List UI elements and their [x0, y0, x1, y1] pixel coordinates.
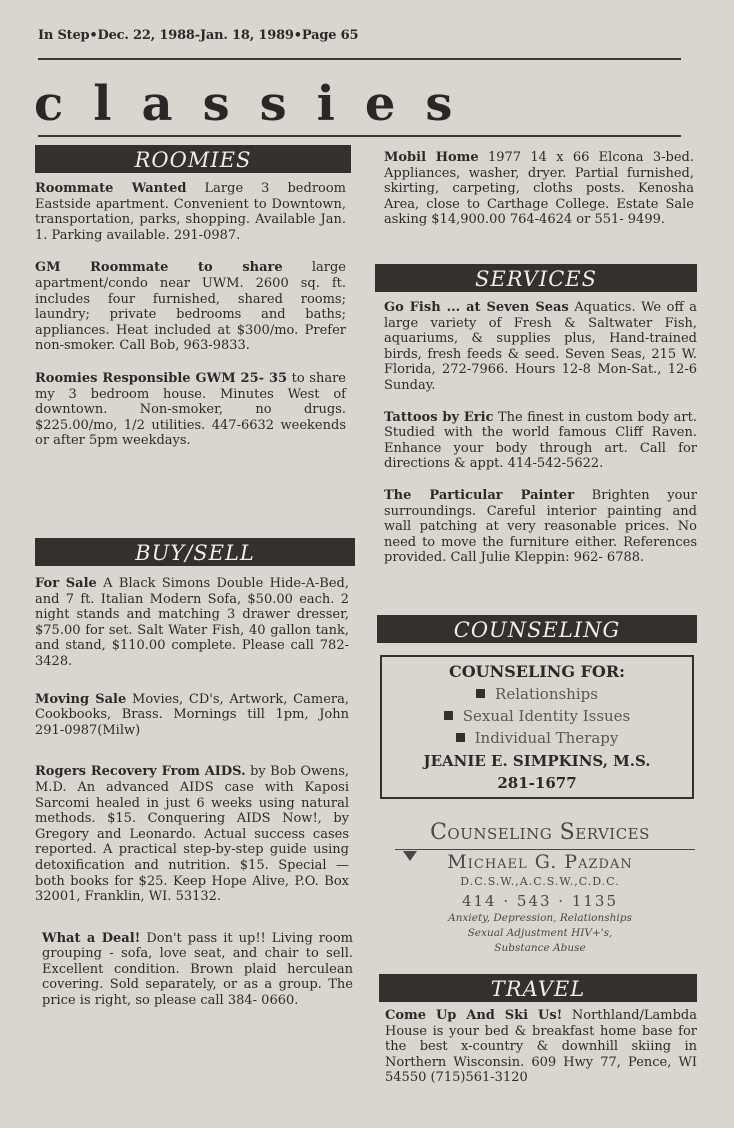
list-item: Relationships: [382, 685, 692, 703]
masthead: classies: [34, 76, 483, 132]
ad-roomies-responsible: Roomies Responsible GWM 25- 35 to share my 3 bedroom house. Minutes West of downtown. Non-smoker, no drugs. $225.00/mo, 1/2 utilities. 447-6632 weekends or after 5pm weekdays.: [35, 370, 346, 449]
pazdan-services-2: Sexual Adjustment HIV+'s,: [467, 927, 613, 939]
bullet-square-icon: [476, 689, 485, 698]
simpkins-ad-box: [380, 655, 694, 799]
ad-go-fish: Go Fish ... at Seven Seas Aquatics. We off a large variety of Fresh & Saltwater Fish, aquariums, & supplies plus, Hand-trained birds, fresh feeds & seed. Seven Seas, 215 W. Florida, 272-7966. Hours 12-8 Mon-Sat., 12-6 Sunday.: [384, 300, 698, 393]
running-head: In Step•Dec. 22, 1988-Jan. 18, 1989•Page 65: [38, 28, 359, 43]
counselor-name: JEANIE E. SIMPKINS, M.S.: [423, 752, 651, 770]
services-block: [375, 264, 697, 566]
counselor-phone: 281-1677: [497, 774, 577, 792]
ad-ski-us: Come Up And Ski Us! Northland/Lambda House is your bed & breakfast home base for the best x-country & downhill skiing in Northern Wisconsin. 609 Hwy 77, Pence, WI 54550 (715)561-3120: [385, 1008, 697, 1086]
pazdan-name: Michael G. Pazdan: [447, 851, 633, 873]
ad-what-a-deal: What a Deal! Don't pass it up!! Living room grouping - sofa, love seat, and chair to sell. Excellent condition. Brown plaid herculean covering. Sold separately, or as a group. The price is right, so please call 384- 0660.: [42, 930, 353, 1009]
left-column-lower: [35, 538, 355, 1009]
ad-tattoos: Tattoos by Eric The finest in custom body art. Studied with the world famous Cliff Raven. Enhance your body through art. Call for directions & appt. 414-542-5622.: [384, 409, 697, 472]
pazdan-services-1: Anxiety, Depression, Relationships: [448, 912, 632, 924]
travel-block: [379, 974, 697, 1086]
pazdan-services-3: Substance Abuse: [494, 942, 586, 954]
ad-for-sale: For Sale A Black Simons Double Hide-A-Bed, and 7 ft. Italian Modern Sofa, $50.00 each. 2 night stands and matching 3 drawer dresser, $75.00 for set. Salt Water Fish, 40 gallon tank, and stand, $110.00 complete. Please call 782- 3428.: [35, 576, 350, 669]
ad-moving-sale: Moving Sale Movies, CD's, Artwork, Camera, Cookbooks, Brass. Mornings till 1pm, John 291-0987(Milw): [35, 691, 349, 738]
ad-mobil-home: Mobil Home 1977 14 x 66 Elcona 3-bed. Appliances, washer, dryer. Partial furnished, skirting, carpeting, cloths posts. Kenosha Area, close to Carthage College. Estate Sale asking $14,900.00 764-4624 or 551- 9499.: [384, 150, 694, 228]
left-column: [35, 145, 351, 449]
bullet-square-icon: [456, 733, 465, 742]
buysell-heading: BUY/SELL: [35, 538, 355, 566]
top-rule: [38, 58, 681, 60]
services-heading: SERVICES: [375, 264, 697, 292]
bullet-square-icon: [444, 711, 453, 720]
list-item: Individual Therapy: [382, 729, 692, 747]
masthead-rule: [38, 135, 681, 137]
roomies-heading: ROOMIES: [35, 145, 351, 173]
list-item: Sexual Identity Issues: [382, 707, 692, 725]
ad-rogers-recovery: Rogers Recovery From AIDS. by Bob Owens, M.D. An advanced AIDS case with Kaposi Sarcomi healed in just 6 weeks using natural methods. $15. Conquering AIDS Now!, by Gregory and Leonardo. Actual success cases reported. A practical step-by-step guide using detoxification and nutrition. $15. Special — both books for $25. Keep Hope Alive, P.O. Box 32001, Franklin, WI. 53132.: [35, 764, 349, 905]
box-heading: COUNSELING FOR:: [448, 662, 626, 681]
pazdan-title: Counseling Services: [430, 820, 650, 845]
counseling-block: [377, 615, 697, 643]
travel-heading: TRAVEL: [379, 974, 697, 1002]
pazdan-ad: [385, 820, 695, 955]
counseling-heading: COUNSELING: [377, 615, 697, 643]
ad-particular-painter: The Particular Painter Brighten your surroundings. Careful interior painting and wall patching at very reasonable prices. No need to move the furniture either. References provided. Call Julie Kleppin: 962- 6788.: [384, 487, 697, 566]
ad-roommate-wanted: Roommate Wanted Large 3 bedroom Eastside apartment. Convenient to Downtown, transportation, parks, shopping. Available Jan. 1. Parking available. 291-0987.: [35, 181, 347, 243]
pazdan-phone: 414 · 543 · 1135: [461, 892, 619, 910]
pazdan-credentials: D.C.S.W.,A.C.S.W.,C.D.C.: [460, 875, 620, 888]
ad-gm-roommate: GM Roommate to share large apartment/condo near UWM. 2600 sq. ft. includes four furnished, shared rooms; laundry; private bedrooms and baths; appliances. Heat included at $300/mo. Prefer non-smoker. Call Bob, 963-9833.: [35, 260, 346, 354]
mobil-home-block: [384, 150, 694, 228]
